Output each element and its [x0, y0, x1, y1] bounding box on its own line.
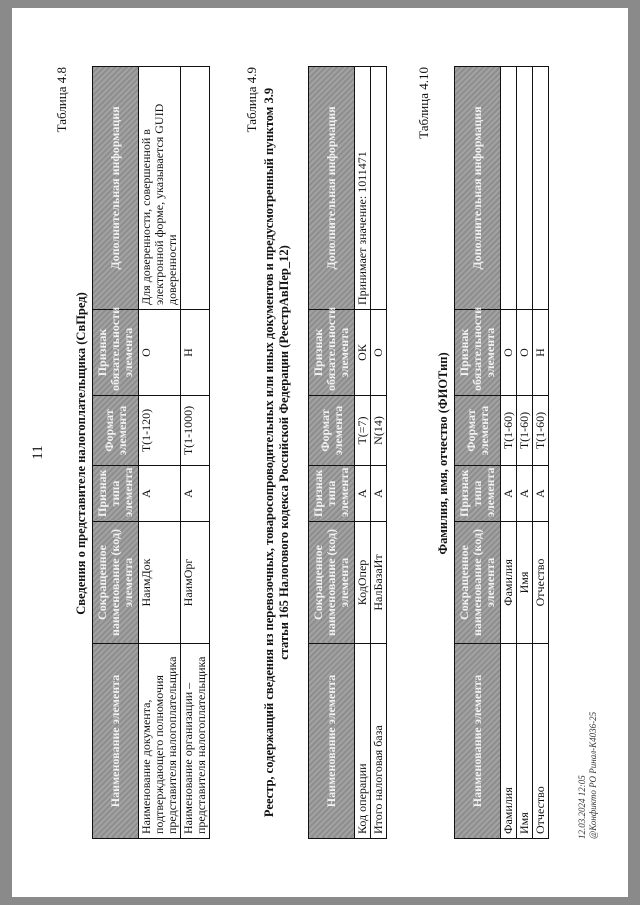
table-row [517, 67, 533, 839]
footer-source: @Конфикто РО Ринал-К4036-25 [588, 711, 598, 839]
header-type: Признак типа элемента [455, 466, 501, 522]
cell-name: Итого налоговая база [371, 644, 387, 839]
table-4-10-header-row [455, 67, 501, 839]
header-element-name: Наименование элемента [455, 644, 501, 839]
cell-type: А [181, 466, 210, 522]
cell-type: А [501, 466, 517, 522]
table-4-8-title: Сведения о представителе налогоплательщика (СвПред) [74, 292, 88, 615]
cell-name: Наименование документа, подтверждающего полномочия представителя налогоплательщика [139, 644, 181, 839]
table-4-8-header-row [93, 67, 139, 839]
cell-info [371, 67, 387, 310]
header-format: Формат элемента [455, 396, 501, 466]
cell-info: Принимает значение: 1011471 [355, 67, 371, 310]
cell-required: О [371, 310, 387, 396]
table-4-8-label: Таблица 4.8 [54, 67, 69, 133]
cell-required: Н [533, 310, 549, 396]
cell-type: А [533, 466, 549, 522]
cell-info [533, 67, 549, 310]
cell-code: НаимДок [139, 522, 181, 644]
header-element-name: Наименование элемента [309, 644, 355, 839]
table-4-10 [454, 66, 549, 839]
header-short-name: Сокращенное наименование (код) элемента [455, 522, 501, 644]
header-type: Признак типа элемента [93, 466, 139, 522]
cell-type: А [355, 466, 371, 522]
cell-code: КодОпер [355, 522, 371, 644]
table-4-9-label: Таблица 4.9 [244, 67, 259, 133]
header-format: Формат элемента [309, 396, 355, 466]
cell-code: НалБазаИт [371, 522, 387, 644]
cell-info [501, 67, 517, 310]
table-row [371, 67, 387, 839]
cell-format: T(=7) [355, 396, 371, 466]
rotated-page-content [12, 8, 628, 897]
header-info: Дополнительная информация [455, 67, 501, 310]
cell-format: T(1-60) [533, 396, 549, 466]
cell-name: Имя [517, 644, 533, 839]
header-short-name: Сокращенное наименование (код) элемента [93, 522, 139, 644]
cell-required: О [517, 310, 533, 396]
table-row [533, 67, 549, 839]
table-4-10-label: Таблица 4.10 [416, 67, 431, 139]
cell-format: T(1-1000) [181, 396, 210, 466]
footer-stamp [577, 539, 599, 839]
cell-info [517, 67, 533, 310]
table-row [181, 67, 210, 839]
cell-code: НаимОрг [181, 522, 210, 644]
document-page [12, 8, 628, 897]
cell-required: Н [181, 310, 210, 396]
header-info: Дополнительная информация [309, 67, 355, 310]
cell-format: T(1-120) [139, 396, 181, 466]
footer-date: 12.03.2024 12:05 [577, 775, 587, 839]
cell-type: А [517, 466, 533, 522]
cell-format: T(1-60) [501, 396, 517, 466]
page-number: 11 [30, 445, 46, 460]
cell-info: Для доверенности, совершенной в электронной форме, указывается GUID доверенности [139, 67, 181, 310]
cell-required: О [139, 310, 181, 396]
cell-name: Код операции [355, 644, 371, 839]
header-required: Признак обязательности элемента [455, 310, 501, 396]
header-required: Признак обязательности элемента [93, 310, 139, 396]
table-row [501, 67, 517, 839]
cell-format: T(1-60) [517, 396, 533, 466]
cell-type: А [139, 466, 181, 522]
cell-info [181, 67, 210, 310]
cell-code: Имя [517, 522, 533, 644]
cell-code: Фамилия [501, 522, 517, 644]
header-info: Дополнительная информация [93, 67, 139, 310]
cell-format: N(14) [371, 396, 387, 466]
header-short-name: Сокращенное наименование (код) элемента [309, 522, 355, 644]
header-required: Признак обязательности элемента [309, 310, 355, 396]
table-4-9 [308, 66, 387, 839]
cell-name: Отчество [533, 644, 549, 839]
cell-required: ОК [355, 310, 371, 396]
header-type: Признак типа элемента [309, 466, 355, 522]
cell-name: Наименование организации – представителя налогоплательщика [181, 644, 210, 839]
table-row [355, 67, 371, 839]
table-4-9-title: Реестр, содержащий сведения из перевозочных, товаросопроводительных или иных документов и предусмотренный пунктом 3.9 статьи 165 Налогового кодекса Российской Федерации (РеестрАвПер_12) [262, 87, 291, 818]
cell-required: О [501, 310, 517, 396]
cell-code: Отчество [533, 522, 549, 644]
table-4-10-title: Фамилия, имя, отчество (ФИОТип) [436, 352, 450, 555]
cell-type: А [371, 466, 387, 522]
cell-name: Фамилия [501, 644, 517, 839]
header-element-name: Наименование элемента [93, 644, 139, 839]
header-format: Формат элемента [93, 396, 139, 466]
table-4-8 [92, 66, 210, 839]
table-4-9-header-row [309, 67, 355, 839]
table-row [139, 67, 181, 839]
